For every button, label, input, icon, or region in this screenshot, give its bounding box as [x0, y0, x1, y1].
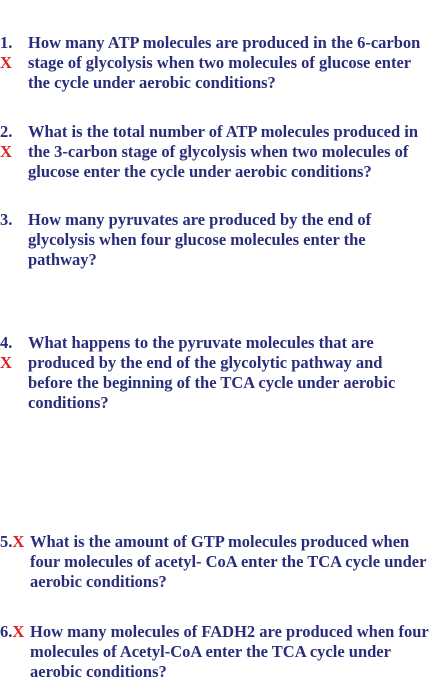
question-line: pathway? [28, 250, 97, 269]
question-number: 6. [0, 622, 13, 641]
question-line: glucose enter the cycle under aerobic conditions? [28, 162, 372, 181]
question-line: the 3-carbon stage of glycolysis when two molecules of [28, 142, 409, 161]
question-number-with-mark [0, 532, 24, 552]
question-line: How many pyruvates are produced by the end of [28, 210, 372, 229]
question-line: glycolysis when four glucose molecules enter the [28, 230, 366, 249]
incorrect-mark: X [0, 142, 12, 161]
question-line: produced by the end of the glycolytic pathway and [28, 353, 383, 372]
question-line: What is the total number of ATP molecules produced in [28, 122, 419, 141]
incorrect-mark: X [0, 353, 12, 372]
question-text [28, 333, 444, 413]
question-line: conditions? [28, 393, 109, 412]
question-number: 5. [0, 532, 13, 551]
question-number: 3. [0, 210, 13, 229]
question-number-with-mark [0, 622, 24, 642]
question-line: aerobic conditions? [30, 662, 167, 681]
question-text [30, 622, 444, 682]
question-number: 1. [0, 33, 13, 52]
question-text [28, 33, 444, 93]
question-line: How many molecules of FADH2 are produced when four [30, 622, 429, 641]
incorrect-mark: X [0, 53, 12, 72]
question-line: What happens to the pyruvate molecules that are [28, 333, 374, 352]
question-line: How many ATP molecules are produced in the 6-carbon [28, 33, 421, 52]
question-text [28, 122, 444, 182]
question-line: stage of glycolysis when two molecules of glucose enter [28, 53, 412, 72]
question-line: before the beginning of the TCA cycle under aerobic [28, 373, 396, 392]
question-text [30, 532, 444, 592]
question-line: What is the amount of GTP molecules produced when [30, 532, 410, 551]
question-number: 4. [0, 333, 13, 352]
incorrect-mark: X [12, 532, 25, 551]
question-line: molecules of Acetyl-CoA enter the TCA cycle under [30, 642, 391, 661]
incorrect-mark: X [12, 622, 25, 641]
question-line: the cycle under aerobic conditions? [28, 73, 276, 92]
question-line: aerobic conditions? [30, 572, 167, 591]
question-line: four molecules of acetyl- CoA enter the TCA cycle under [30, 552, 427, 571]
question-text [28, 210, 444, 270]
question-number: 2. [0, 122, 13, 141]
